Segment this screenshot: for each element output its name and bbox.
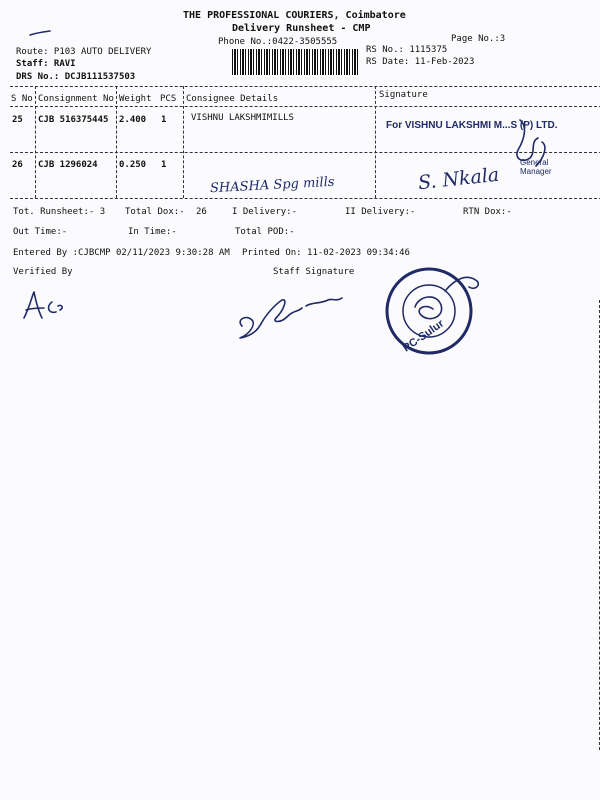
i-delivery: I Delivery:-	[232, 207, 298, 217]
staff-signature-label: Staff Signature	[273, 267, 355, 277]
row-consignment: CJB 1296024	[38, 160, 98, 170]
col-divider	[375, 86, 376, 198]
in-time: In Time:-	[128, 227, 177, 237]
page-number: Page No.:3	[451, 34, 506, 44]
row-sno: 25	[12, 115, 23, 125]
total-pod: Total POD:-	[235, 227, 295, 237]
drs-number: DRS No.: DCJB111537503	[16, 72, 136, 82]
company-name: THE PROFESSIONAL COURIERS, Coimbatore	[183, 10, 406, 21]
handwritten-consignee: SHASHA Spg mills	[209, 174, 335, 197]
total-dox-value: 26	[196, 207, 207, 217]
pc-sulur-seal	[385, 265, 485, 365]
header-consignment: Consignment No	[38, 94, 114, 104]
header-sno: S No	[11, 94, 33, 104]
row-weight: 2.400	[119, 115, 147, 125]
verified-by-label: Verified By	[13, 267, 73, 277]
entered-by: Entered By :CJBCMP 02/11/2023 9:30:28 AM	[13, 248, 230, 258]
staff-signature	[232, 290, 352, 346]
row-pcs: 1	[161, 115, 167, 125]
table-bottom-border	[10, 198, 600, 199]
total-dox-label: Total Dox:-	[125, 207, 185, 217]
header-signature: Signature	[379, 90, 428, 100]
row-consignee: VISHNU LAKSHMIMILLS	[191, 113, 294, 123]
table-header-border	[10, 106, 600, 107]
total-runsheet: Tot. Runsheet:- 3	[13, 207, 106, 217]
route: Route: P103 AUTO DELIVERY	[16, 47, 152, 57]
phone-number: Phone No.:0422-3505555	[218, 37, 338, 47]
table-top-border	[10, 86, 600, 87]
stamp-designation: General Manager	[520, 158, 552, 176]
document-title: Delivery Runsheet - CMP	[232, 23, 371, 34]
rs-date: RS Date: 11-Feb-2023	[366, 57, 475, 67]
pen-mark	[28, 26, 56, 38]
seal-text: PC-Sulur	[400, 317, 447, 355]
col-divider	[183, 86, 184, 198]
row-pcs: 1	[161, 160, 167, 170]
rs-number: RS No.: 1115375	[366, 45, 448, 55]
company-stamp-text: For VISHNU LAKSHMI M...S (P) LTD.	[386, 120, 558, 131]
printed-on: Printed On: 11-02-2023 09:34:46	[242, 248, 410, 258]
col-divider	[35, 86, 36, 198]
row-consignment: CJB 516375445	[38, 115, 109, 125]
staff: Staff: RAVI	[16, 59, 76, 69]
verified-signature	[18, 288, 88, 328]
header-pcs: PCS	[160, 94, 177, 104]
row-sno: 26	[12, 160, 23, 170]
row-weight: 0.250	[119, 160, 147, 170]
ii-delivery: II Delivery:-	[345, 207, 416, 217]
manager-signature	[500, 112, 560, 172]
out-time: Out Time:-	[13, 227, 68, 237]
rtn-dox: RTN Dox:-	[463, 207, 512, 217]
barcode	[232, 49, 358, 75]
header-consignee: Consignee Details	[186, 94, 279, 104]
col-divider	[116, 86, 117, 198]
header-weight: Weight	[119, 94, 152, 104]
handwritten-receiver-signature: S. Nkala	[417, 163, 501, 195]
